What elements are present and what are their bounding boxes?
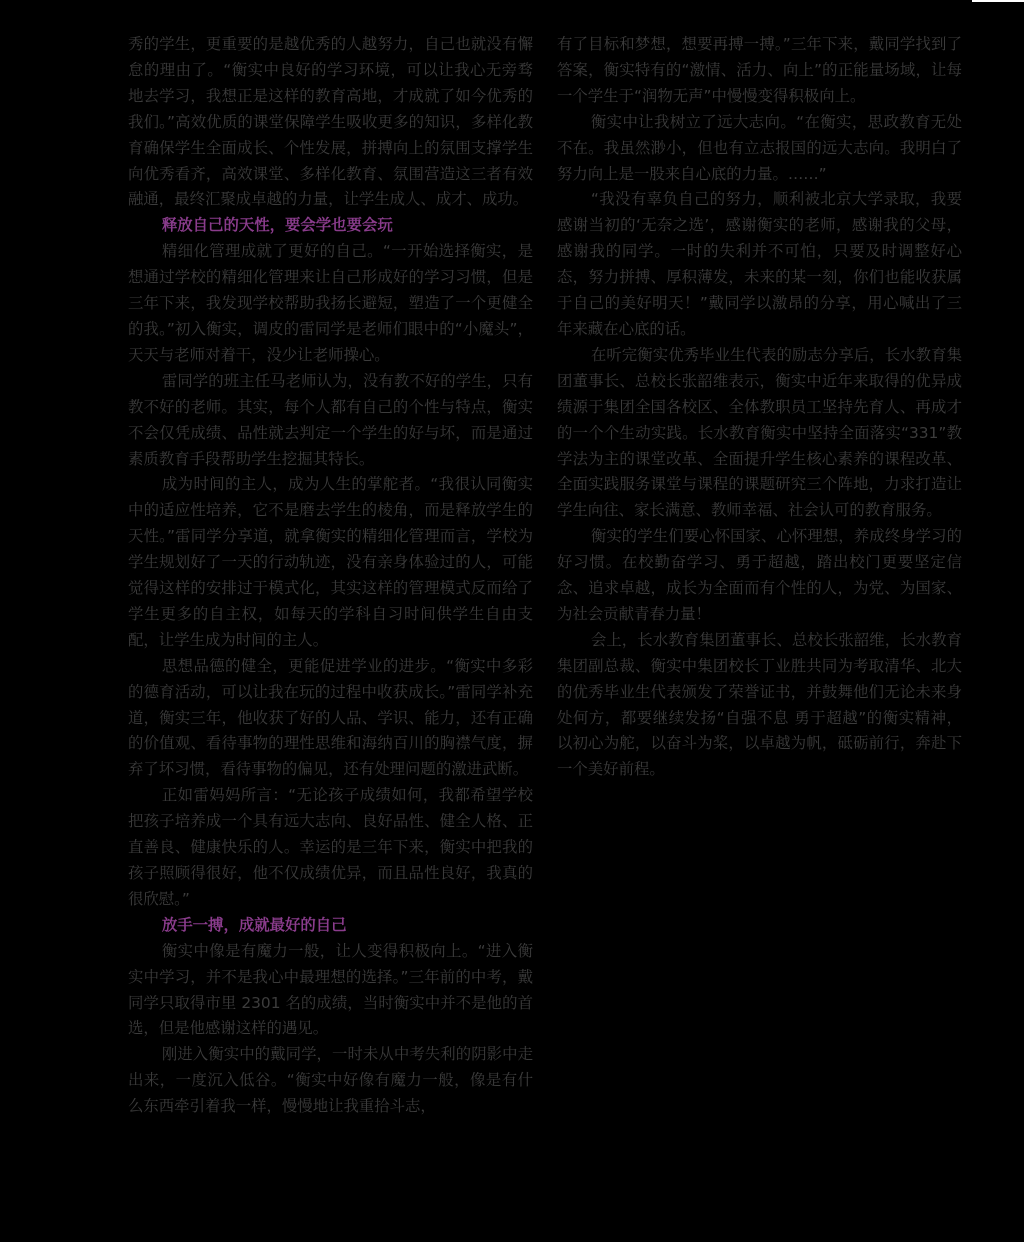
paragraph: 成为时间的主人，成为人生的掌舵者。“我很认同衡实中的适应性培养，它不是磨去学生的棱角，而是释放学生的天性。”雷同学分享道，就拿衡实的精细化管理而言，学校为学生规划好了一天的行动轨迹，没有亲身体验过的人，可能觉得这样的安排过于模式化，其实这样的管理模式反而给了学生更多的自主权，如每天的学科自习时间供学生自由支配，让学生成为时间的主人。: [128, 475, 533, 649]
paragraph: 衡实中让我树立了远大志向。“在衡实，思政教育无处不在。我虽然渺小，但也有立志报国的远大志向。我明白了努力向上是一股来自心底的力量。……”: [557, 112, 962, 183]
paragraph: 精细化管理成就了更好的自己。“一开始选择衡实，是想通过学校的精细化管理来让自己形成好的学习习惯，但是三年下来，我发现学校帮助我扬长避短，塑造了一个更健全的我。”初入衡实，调皮的雷同学是老师们眼中的“小魔头”，天天与老师对着干，没少让老师操心。: [128, 242, 533, 364]
right-column: [557, 32, 962, 783]
paragraph: 刚进入衡实中的戴同学，一时未从中考失利的阴影中走出来，一度沉入低谷。“衡实中好像有魔力一般，像是有什么东西牵引着我一样，慢慢地让我重拾斗志，: [128, 1045, 533, 1116]
paragraph: 正如雷妈妈所言：“无论孩子成绩如何，我都希望学校把孩子培养成一个具有远大志向、良好品性、健全人格、正直善良、健康快乐的人。幸运的是三年下来，衡实中把我的孩子照顾得很好，他不仅成绩优异，而且品性良好，我真的很欣慰。”: [128, 786, 533, 908]
left-column: [128, 32, 533, 1120]
paragraph: 思想品德的健全，更能促进学业的进步。“衡实中多彩的德育活动，可以让我在玩的过程中收获成长。”雷同学补充道，衡实三年，他收获了好的人品、学识、能力，还有正确的价值观、看待事物的理性思维和海纳百川的胸襟气度，摒弃了坏习惯，看待事物的偏见，还有处理问题的激进武断。: [128, 656, 533, 779]
paragraph: 雷同学的班主任马老师认为，没有教不好的学生，只有教不好的老师。其实，每个人都有自己的个性与特点，衡实不会仅凭成绩、品性就去判定一个学生的好与坏，而是通过素质教育手段帮助学生挖掘其特长。: [128, 371, 533, 468]
section-heading: 释放自己的天性，要会学也要会玩: [161, 216, 393, 235]
paragraph: 在听完衡实优秀毕业生代表的励志分享后，长水教育集团董事长、总校长张韶维表示，衡实中近年来取得的优异成绩源于集团全国各校区、全体教职员工坚持先育人、再成才的一个个生动实践。长水教育衡实中坚持全面落实“331”教学法为主的课堂改革、全面提升学生核心素养的课程改革、全面实践服务课堂与课程的课题研究三个阵地，力求打造让学生向往、家长满意、教师幸福、社会认可的教育服务。: [557, 345, 962, 520]
paragraph: “我没有辜负自己的努力，顺利被北京大学录取，我要感谢当初的‘无奈之选’，感谢衡实的老师，感谢我的父母，感谢我的同学。一时的失利并不可怕，只要及时调整好心态，努力拼搏、厚积薄发，未来的某一刻，你们也能收获属于自己的美好明天！”戴同学以激昂的分享，用心喊出了三年来藏在心底的话。: [557, 190, 962, 338]
paragraph: 秀的学生，更重要的是越优秀的人越努力，自己也就没有懈怠的理由了。“衡实中良好的学习环境，可以让我心无旁骛地去学习，我想正是这样的教育高地，才成就了如今优秀的我们。”高效优质的课堂保障学生吸收更多的知识，多样化教育确保学生全面成长、个性发展，拼搏向上的氛围支撑学生向优秀看齐，高效课堂、多样化教育、氛围营造这三者有效融通，最终汇聚成卓越的力量，让学生成人、成才、成功。: [128, 35, 533, 209]
paragraph: 衡实的学生们要心怀国家、心怀理想，养成终身学习的好习惯。在校勤奋学习、勇于超越，踏出校门更要坚定信念、追求卓越，成长为全面而有个性的人，为党、为国家、为社会贡献青春力量！: [557, 527, 962, 623]
top-edge-rule: [972, 0, 1024, 2]
paragraph: 会上，长水教育集团董事长、总校长张韶维，长水教育集团副总裁、衡实中集团校长丁业胜共同为考取清华、北大的优秀毕业生代表颁发了荣誉证书，并鼓舞他们无论未来身处何方，都要继续发扬“自强不息 勇于超越”的衡实精神，以初心为舵，以奋斗为桨，以卓越为帆，砥砺前行，奔赴下一个美好前程。: [557, 630, 962, 779]
section-heading: 放手一搏，成就最好的自己: [161, 915, 347, 934]
paragraph: 有了目标和梦想，想要再搏一搏。”三年下来，戴同学找到了答案，衡实特有的“激情、活力、向上”的正能量场域，让每一个学生于“润物无声”中慢慢变得积极向上。: [557, 35, 962, 105]
paragraph: 衡实中像是有魔力一般，让人变得积极向上。“进入衡实中学习，并不是我心中最理想的选择。”三年前的中考，戴同学只取得市里 2301 名的成绩，当时衡实中并不是他的首选，但是他感谢这样的遇见。: [128, 941, 533, 1038]
